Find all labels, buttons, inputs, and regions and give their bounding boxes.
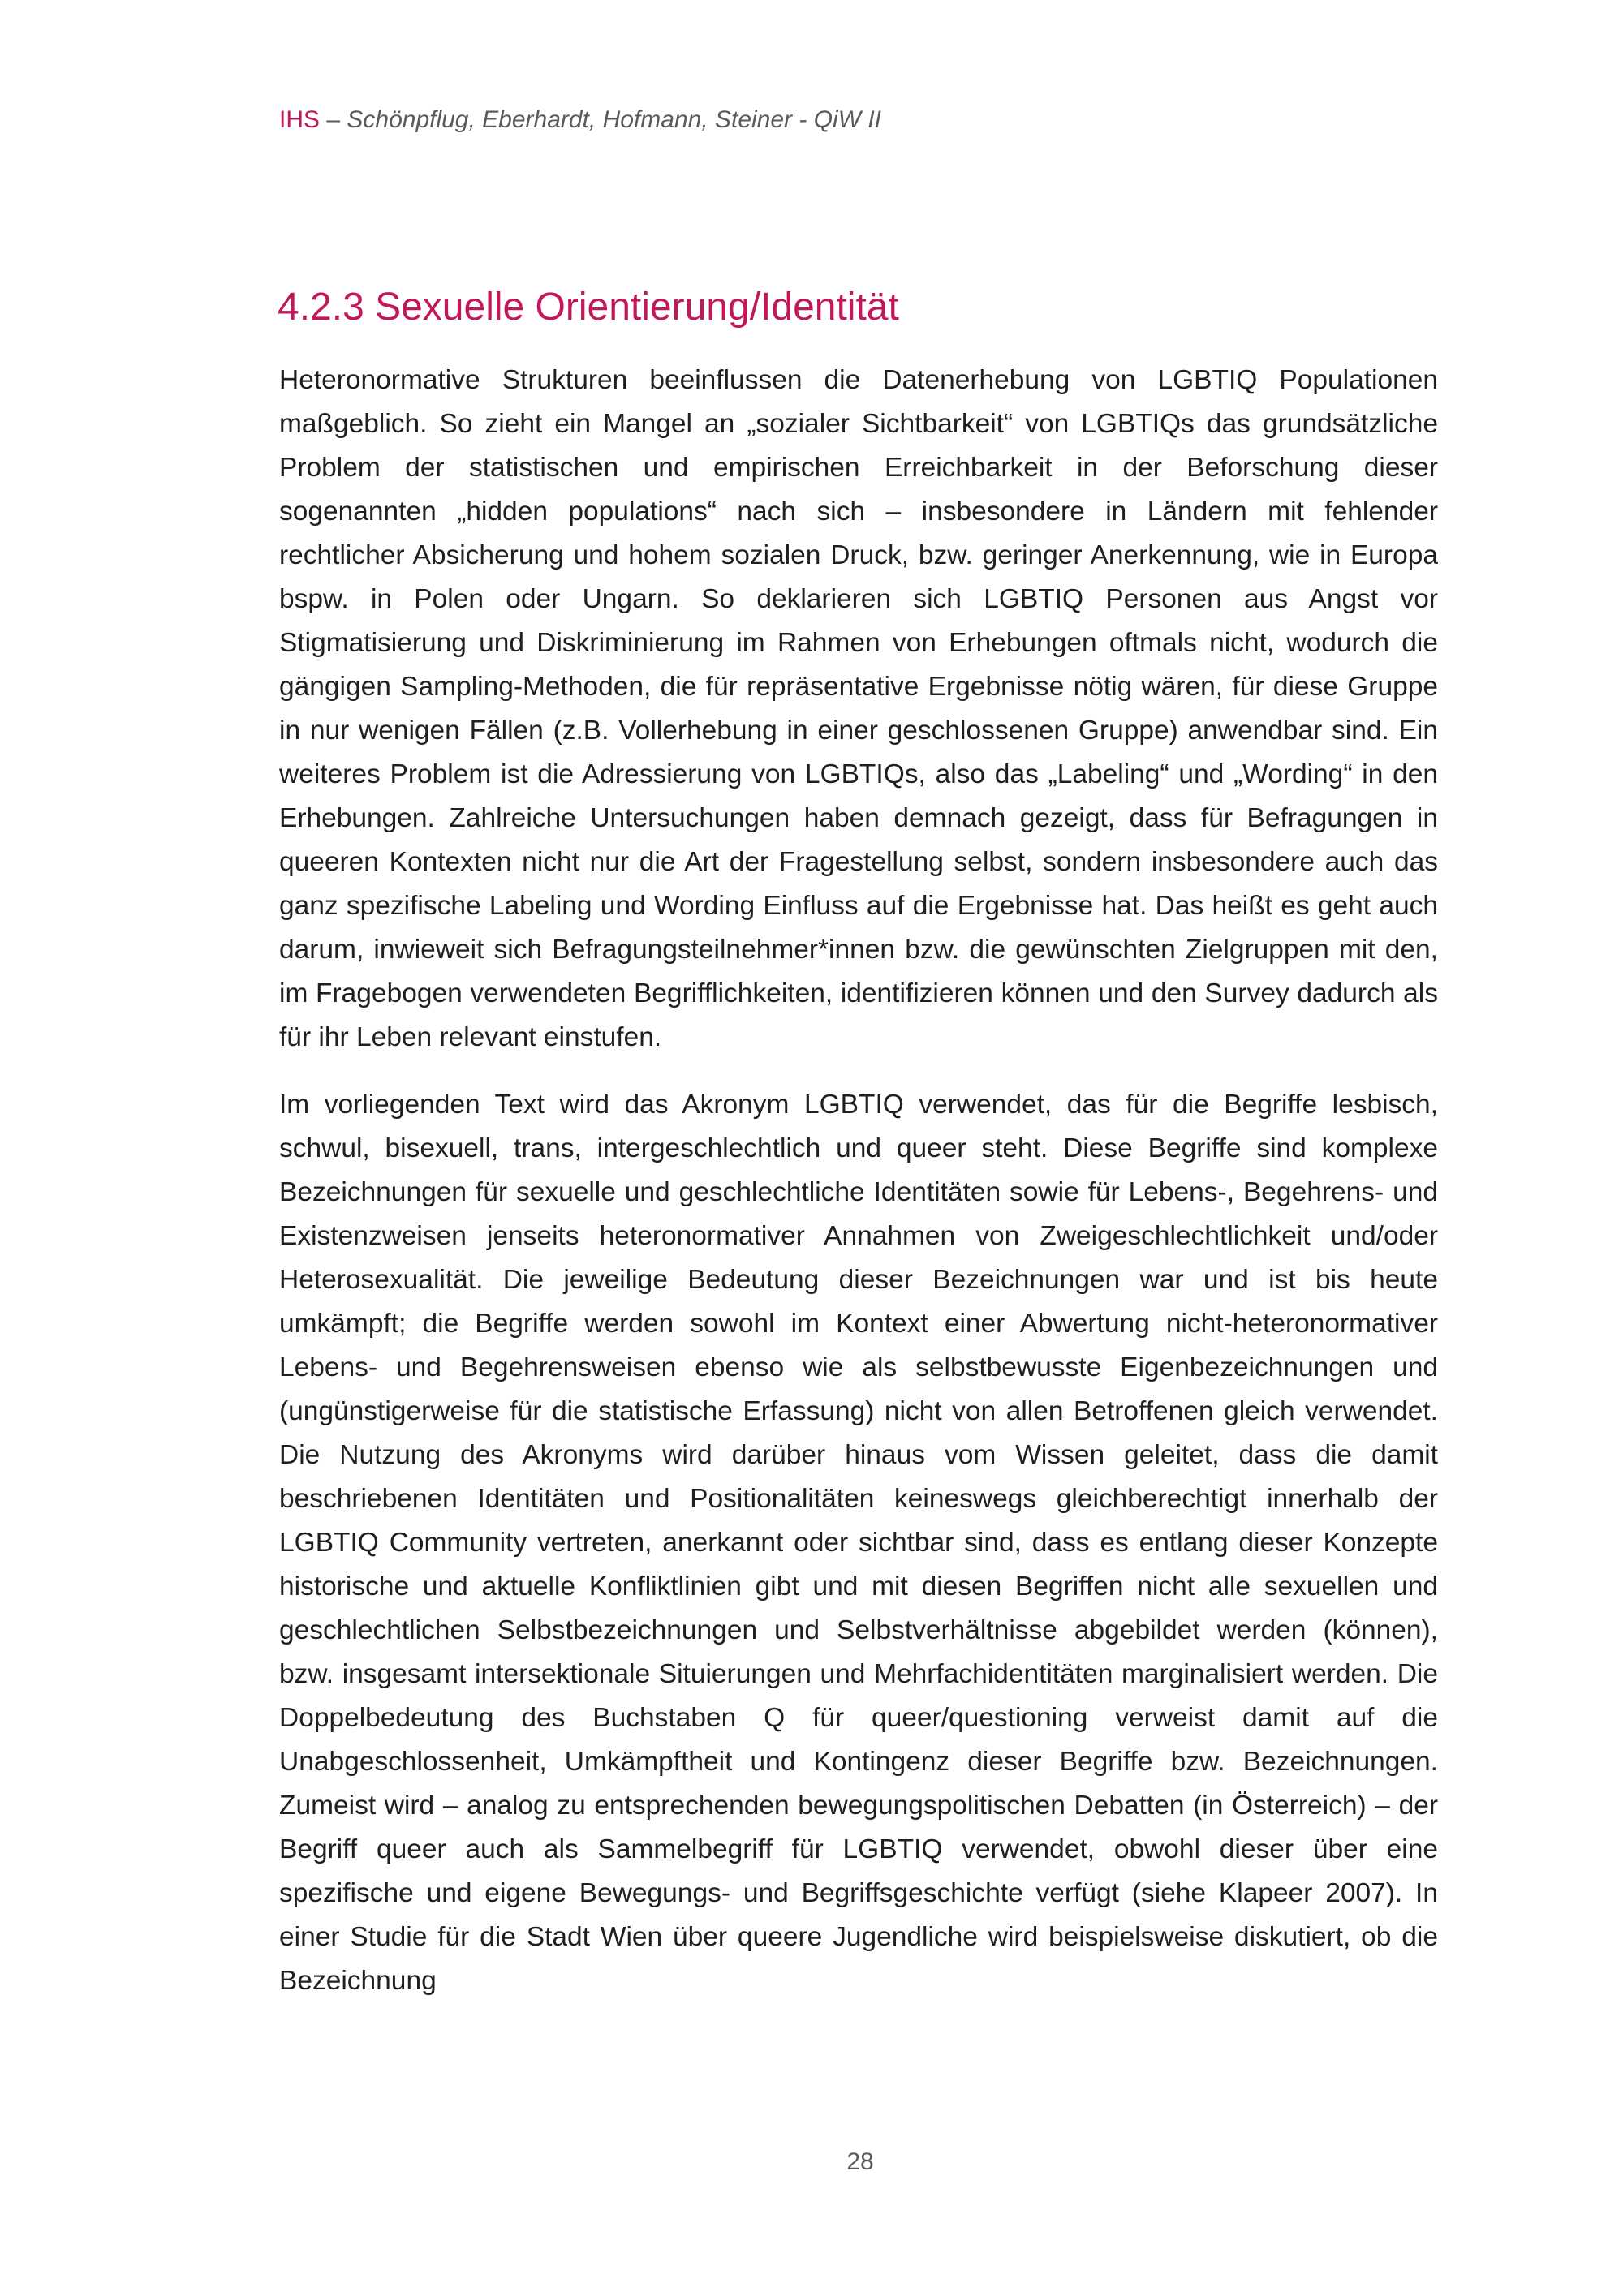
header-authors: Schönpflug, Eberhardt, Hofmann, Steiner - QiW II [347,106,882,133]
running-header [279,104,881,136]
section-heading: 4.2.3 Sexuelle Orientierung/Identität [278,286,899,329]
header-separator: – [320,106,347,133]
body-paragraph-2: Im vorliegenden Text wird das Akronym LGBTIQ verwendet, das für die Begriffe lesbisch, schwul, bisexuell, trans, intergeschlechtlich und queer steht. Diese Begriffe sind komplexe Bezeichnungen für sexuelle und geschlechtliche Identitäten sowie für Lebens-, Begehrens- und Existenzweisen jenseits heteronormativer Annahmen von Zweigeschlechtlichkeit und/oder Heterosexualität. Die jeweilige Bedeutung dieser Bezeichnungen war und ist bis heute umkämpft; die Begriffe werden sowohl im Kontext einer Abwertung nicht-heteronormativer Lebens- und Begehrensweisen ebenso wie als selbstbewusste Eigenbezeichnungen und (ungünstigerweise für die statistische Erfassung) nicht von allen Betroffenen gleich verwendet. Die Nutzung des Akronyms wird darüber hinaus vom Wissen geleitet, dass die damit beschriebenen Identitäten und Positionalitäten keineswegs gleichberechtigt innerhalb der LGBTIQ Community vertreten, anerkannt oder sichtbar sind, dass es entlang dieser Konzepte historische und aktuelle Konfliktlinien gibt und mit diesen Begriffen nicht alle sexuellen und geschlechtlichen Selbstbezeichnungen und Selbstverhältnisse abgebildet werden (können), bzw. insgesamt intersektionale Situierungen und Mehrfachidentitäten marginalisiert werden. Die Doppelbedeutung des Buchstaben Q für queer/questioning verweist damit auf die Unabgeschlossenheit, Umkämpftheit und Kontingenz dieser Begriffe bzw. Bezeichnungen. Zumeist wird – analog zu entsprechenden bewegungspolitischen Debatten (in Österreich) – der Begriff queer auch als Sammelbegriff für LGBTIQ verwendet, obwohl dieser über eine spezifische und eigene Bewegungs- und Begriffsgeschichte verfügt (siehe Klapeer 2007). In einer Studie für die Stadt Wien über queere Jugendliche wird beispielsweise diskutiert, ob die Bezeichnung [279,1090,1438,1996]
body-paragraph-1: Heteronormative Strukturen beeinflussen die Datenerhebung von LGBTIQ Populationen maßgeblich. So zieht ein Mangel an „sozialer Sichtbarkeit“ von LGBTIQs das grundsätzliche Problem der statistischen und empirischen Erreichbarkeit in der Beforschung dieser sogenannten „hidden populations“ nach sich – insbesondere in Ländern mit fehlender rechtlicher Absicherung und hohem sozialen Druck, bzw. geringer Anerkennung, wie in Europa bspw. in Polen oder Ungarn. So deklarieren sich LGBTIQ Personen aus Angst vor Stigmatisierung und Diskriminierung im Rahmen von Erhebungen oftmals nicht, wodurch die gängigen Sampling-Methoden, die für repräsentative Ergebnisse nötig wären, für diese Gruppe in nur wenigen Fällen (z.B. Vollerhebung in einer geschlossenen Gruppe) anwendbar sind. Ein weiteres Problem ist die Adressierung von LGBTIQs, also das „Labeling“ und „Wording“ in den Erhebungen. Zahlreiche Untersuchungen haben demnach gezeigt, dass für Befragungen in queeren Kontexten nicht nur die Art der Fragestellung selbst, sondern insbesondere auch das ganz spezifische Labeling und Wording Einfluss auf die Ergebnisse hat. Das heißt es geht auch darum, inwieweit sich Befragungsteilnehmer*innen bzw. die gewünschten Zielgruppen mit den, im Fragebogen verwendeten Begrifflichkeiten, identifizieren können und den Survey dadurch als für ihr Leben relevant einstufen. [279,365,1438,1052]
header-org: IHS [279,106,321,133]
page-number: 28 [846,2148,874,2175]
